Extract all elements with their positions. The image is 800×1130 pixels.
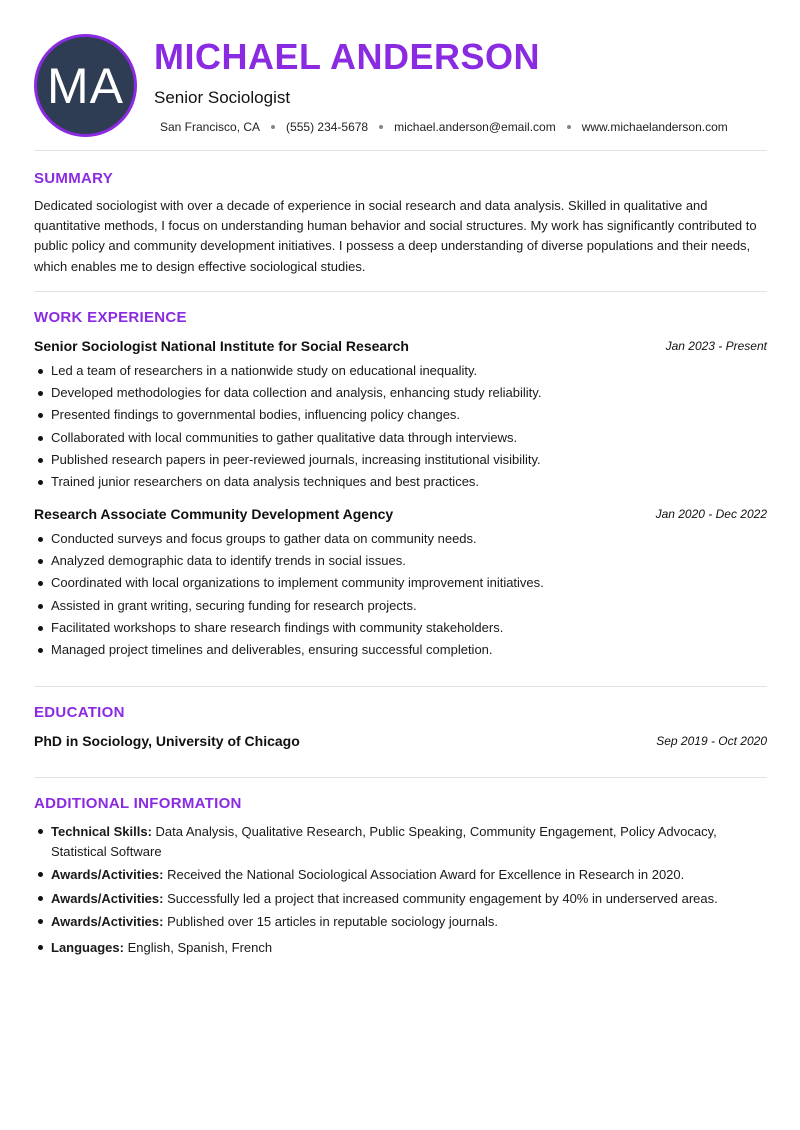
item-value: English, Spanish, French xyxy=(123,939,273,955)
contact-website[interactable]: www.michaelanderson.com xyxy=(581,120,728,134)
contact-bar xyxy=(160,120,728,134)
education-heading: EDUCATION xyxy=(34,704,125,721)
separator-dot xyxy=(567,125,571,129)
list-item: Managed project timelines and deliverables, ensuring successful completion. xyxy=(34,641,767,663)
job-dates: Jan 2020 - Dec 2022 xyxy=(655,507,767,521)
list-item: Led a team of researchers in a nationwide study on educational inequality. xyxy=(34,362,767,384)
avatar xyxy=(34,34,137,137)
list-item xyxy=(34,822,767,861)
education-entry xyxy=(34,733,767,751)
item-value: Data Analysis, Qualitative Research, Public Speaking, Community Engagement, Policy Advocacy, Statistical Software xyxy=(51,824,717,859)
list-item: Analyzed demographic data to identify trends in social issues. xyxy=(34,552,767,574)
item-value: Published over 15 articles in reputable sociology journals. xyxy=(163,914,499,929)
list-item: Facilitated workshops to share research findings with community stakeholders. xyxy=(34,619,767,641)
item-label: Awards/Activities: xyxy=(51,890,164,906)
job-dates: Jan 2023 - Present xyxy=(665,339,767,353)
list-item xyxy=(34,938,767,958)
divider xyxy=(34,150,767,151)
list-item xyxy=(34,865,767,885)
divider xyxy=(34,686,767,687)
list-item: Conducted surveys and focus groups to gather data on community needs. xyxy=(34,530,767,552)
contact-location: San Francisco, CA xyxy=(160,120,261,134)
item-value: Successfully led a project that increased community engagement by 40% in underserved areas. xyxy=(163,890,718,906)
divider xyxy=(34,291,767,292)
list-item: Presented findings to governmental bodies, influencing policy changes. xyxy=(34,406,767,428)
list-item: Coordinated with local organizations to implement community improvement initiatives. xyxy=(34,574,767,596)
contact-email[interactable]: michael.anderson@email.com xyxy=(394,120,556,134)
list-item: Collaborated with local communities to gather qualitative data through interviews. xyxy=(34,429,767,451)
separator-dot xyxy=(379,125,383,129)
item-label: Awards/Activities: xyxy=(51,914,164,929)
list-item: Developed methodologies for data collection and analysis, enhancing study reliability. xyxy=(34,384,767,406)
job-bullet-list xyxy=(34,362,767,495)
job-bullet-list xyxy=(34,530,767,663)
separator-dot xyxy=(271,125,275,129)
divider xyxy=(34,777,767,778)
candidate-title: Senior Sociologist xyxy=(154,88,291,107)
summary-heading: SUMMARY xyxy=(34,170,114,187)
summary-text: Dedicated sociologist with over a decade of experience in social research and data analysis. Skilled in qualitative and quantitative methods, I focus on understanding human behavior and social structures. My work has significantly contributed to public policy and community development initiatives. I possess a deep understanding of diverse populations and their needs, which enables me to design effective sociological studies. xyxy=(34,198,757,274)
item-label: Technical Skills: xyxy=(51,824,152,839)
education-degree: PhD in Sociology, University of Chicago xyxy=(34,733,300,749)
list-item xyxy=(34,912,767,932)
contact-phone: (555) 234-5678 xyxy=(286,120,369,134)
item-label: Awards/Activities: xyxy=(51,867,164,882)
job-role: Research Associate Community Development Agency xyxy=(34,506,394,522)
additional-info-list xyxy=(34,822,767,957)
job-role: Senior Sociologist National Institute for Social Research xyxy=(34,338,409,354)
list-item: Assisted in grant writing, securing funding for research projects. xyxy=(34,597,767,619)
additional-info-heading: ADDITIONAL INFORMATION xyxy=(34,795,242,812)
avatar-initials: MA xyxy=(47,57,124,114)
job-header xyxy=(34,506,767,524)
list-item: Published research papers in peer-reviewed journals, increasing institutional visibility. xyxy=(34,451,767,473)
work-experience-heading: WORK EXPERIENCE xyxy=(34,309,187,326)
education-dates: Sep 2019 - Oct 2020 xyxy=(656,734,767,748)
candidate-name: MICHAEL ANDERSON xyxy=(154,36,541,77)
job-header xyxy=(34,338,767,356)
item-label: Languages: xyxy=(51,939,124,955)
list-item xyxy=(34,889,767,909)
item-value: Received the National Sociological Association Award for Excellence in Research in 2020. xyxy=(163,867,685,882)
list-item: Trained junior researchers on data analysis techniques and best practices. xyxy=(34,473,767,495)
